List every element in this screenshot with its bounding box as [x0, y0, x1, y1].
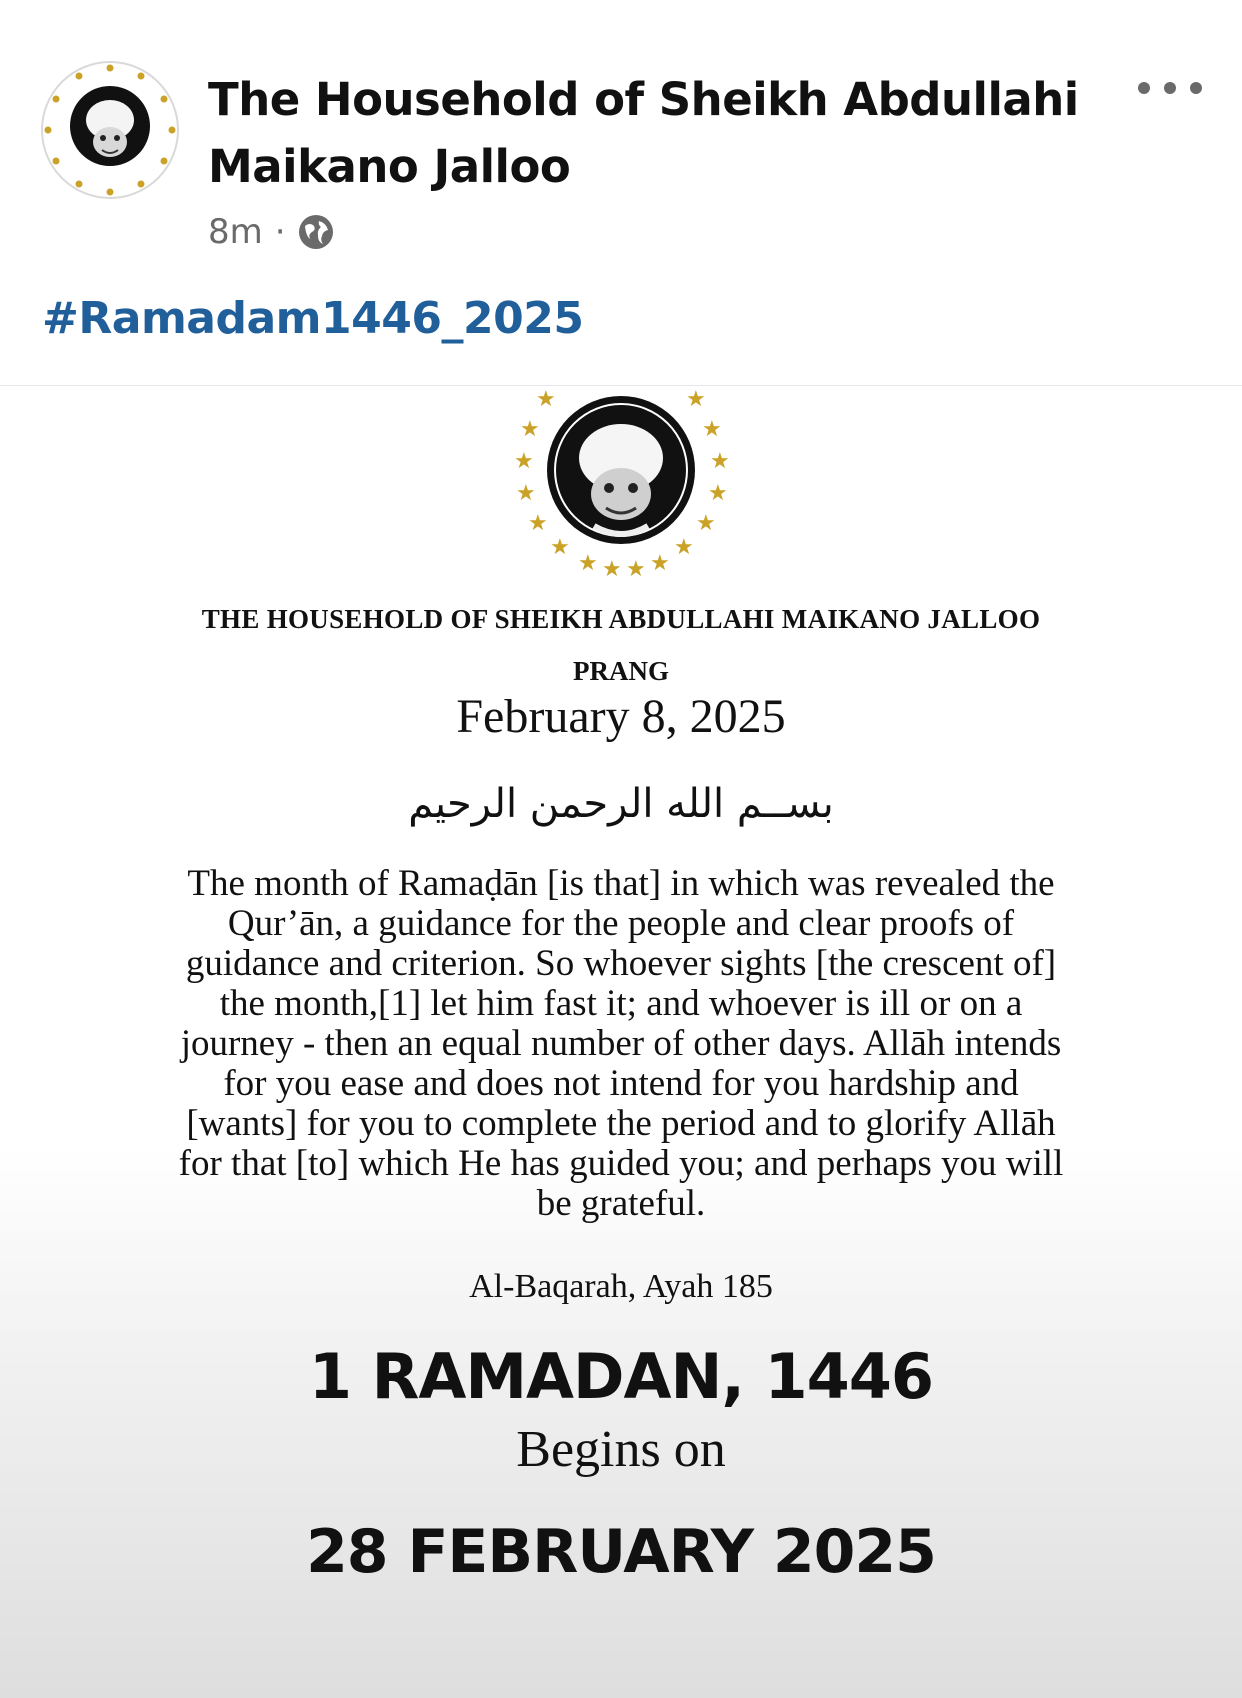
verse-line: Qur’ān, a guidance for the people and clear proofs of — [227, 903, 1015, 944]
ramadan-headline: 1 RAMADAN, 1446 — [308, 1340, 934, 1413]
verse-reference: Al-Baqarah, Ayah 185 — [469, 1268, 773, 1305]
svg-text:★: ★ — [650, 551, 670, 576]
begins-label: Begins on — [516, 1421, 726, 1478]
more-options-icon[interactable] — [1132, 70, 1208, 110]
svg-text:★: ★ — [626, 557, 646, 582]
svg-text:★: ★ — [702, 417, 722, 442]
location-label: PRANG — [573, 656, 669, 686]
globe-icon[interactable] — [296, 212, 336, 252]
post-meta — [208, 208, 336, 256]
svg-text:★: ★ — [550, 535, 570, 560]
verse-line: for that [to] which He has guided you; and perhaps you will — [178, 1143, 1064, 1184]
verse-line: the month,[1] let him fast it; and whoever is ill or on a — [219, 983, 1023, 1024]
svg-text:★: ★ — [520, 417, 540, 442]
svg-text:★: ★ — [578, 551, 598, 576]
post-timestamp[interactable]: 8m — [208, 212, 263, 252]
author-name[interactable]: The Household of Sheikh Abdullahi Maikano Jalloo — [208, 73, 1079, 193]
sheikh-seal-logo — [506, 386, 736, 586]
verse-line: for you ease and does not intend for you hardship and — [223, 1063, 1019, 1104]
quran-verse — [100, 864, 1142, 1224]
svg-text:★: ★ — [602, 557, 622, 582]
organization-name: THE HOUSEHOLD OF SHEIKH ABDULLAHI MAIKANO JALLOO — [201, 604, 1041, 634]
verse-line: journey - then an equal number of other days. Allāh intends — [180, 1023, 1062, 1064]
svg-text:★: ★ — [710, 449, 730, 474]
svg-text:★: ★ — [696, 511, 716, 536]
verse-line: be grateful. — [536, 1183, 706, 1224]
svg-text:★: ★ — [528, 511, 548, 536]
meta-separator: · — [274, 212, 286, 252]
verse-line: The month of Ramaḍān [is that] in which was revealed the — [187, 863, 1055, 904]
announcement-date: February 8, 2025 — [456, 690, 786, 743]
svg-text:★: ★ — [686, 387, 706, 412]
basmala-text: بســم الله الرحمن الرحيم — [408, 781, 834, 827]
svg-text:★: ★ — [514, 449, 534, 474]
svg-text:★: ★ — [516, 481, 536, 506]
verse-line: guidance and criterion. So whoever sights [the crescent of] — [185, 943, 1057, 984]
svg-text:★: ★ — [674, 535, 694, 560]
hashtag-link[interactable]: #Ramadam1446_2025 — [42, 293, 584, 344]
svg-text:★: ★ — [536, 387, 556, 412]
start-date: 28 FEBRUARY 2025 — [306, 1517, 936, 1587]
svg-text:★: ★ — [708, 481, 728, 506]
avatar[interactable] — [40, 60, 180, 200]
post-header — [0, 0, 1242, 386]
verse-line: [wants] for you to complete the period and to glorify Allāh — [186, 1103, 1056, 1144]
post-image[interactable] — [0, 386, 1242, 1698]
